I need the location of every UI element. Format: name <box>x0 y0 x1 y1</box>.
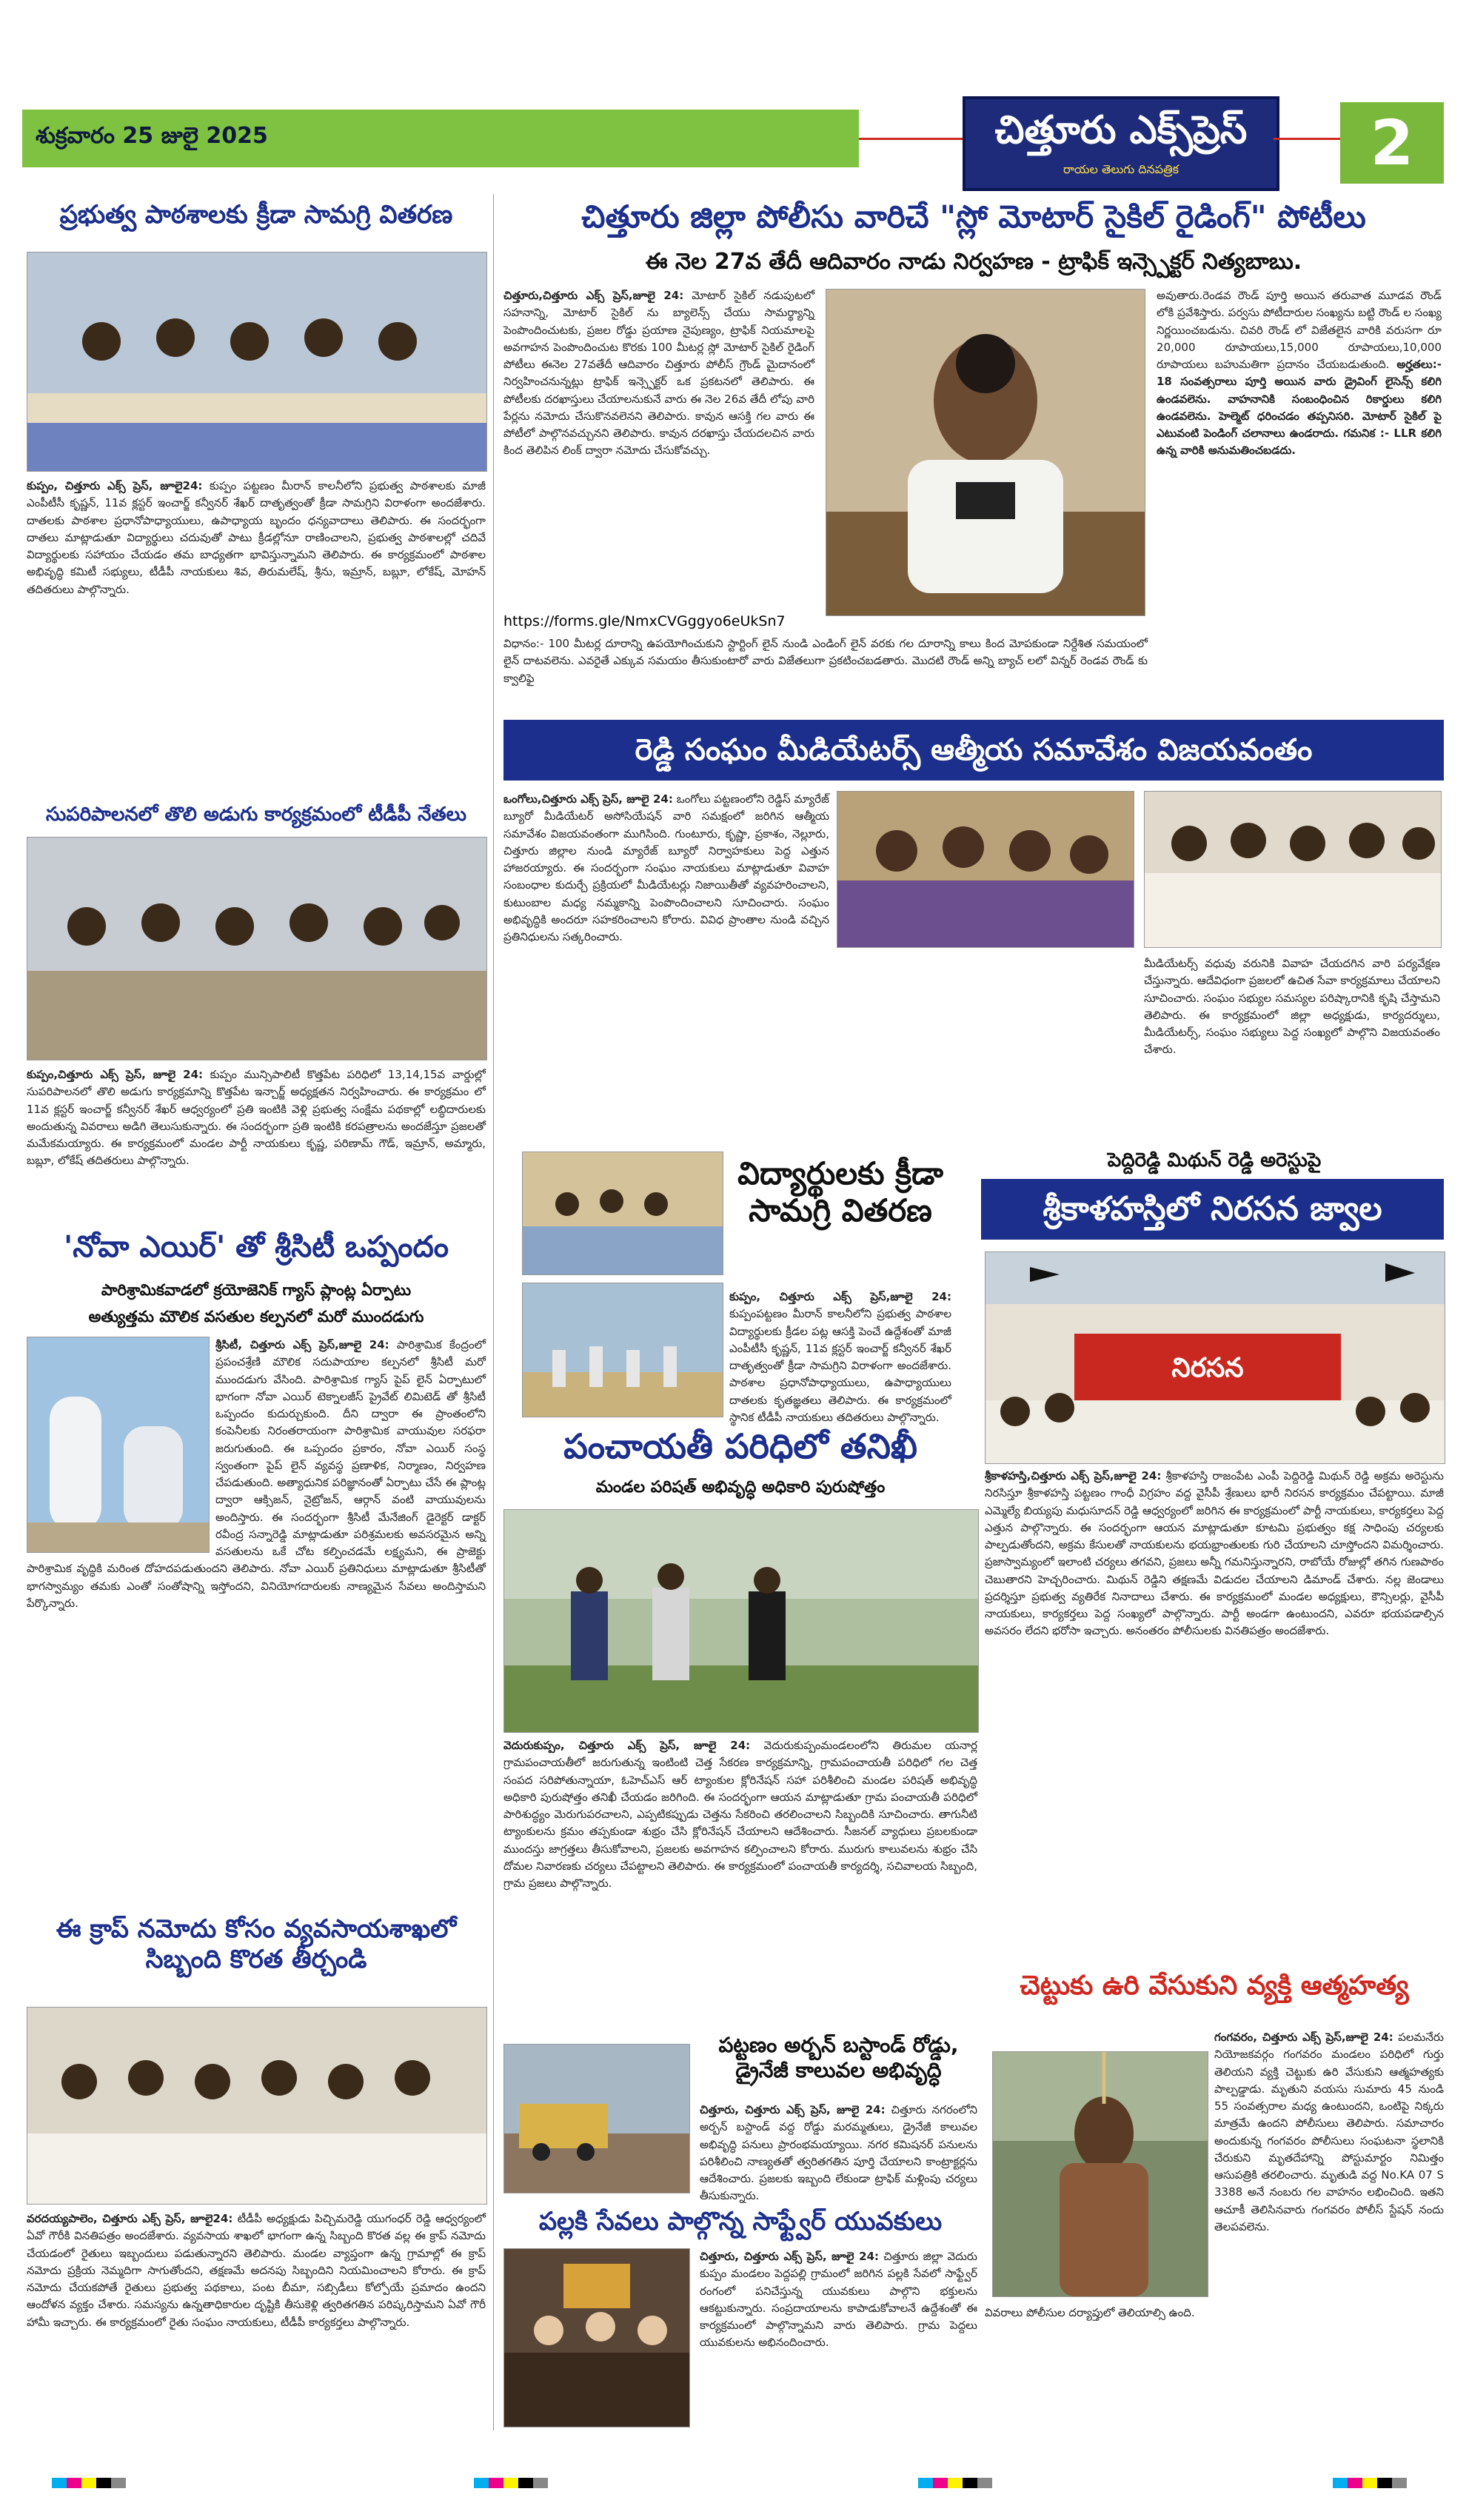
main-story-body-right <box>1157 287 1442 702</box>
registration-mark-center-2 <box>918 2477 1007 2487</box>
sports-dateline: కుప్పం, చిత్తూరు ఎక్స్ ప్రెస్,జూలై 24: <box>729 1290 951 1303</box>
main-rules: విధానం:- 100 మీటర్ల దూరాన్ని ఉపయోగించుకుని స్టార్టింగ్ లైన్ నుండి ఎండింగ్ లైన్ వరకు గల దూరాన్ని కాలు కింద మోపకుండా నిర్దేశిత సమయంలో లైన్ దాటవలెను. ఎవరైతే ఎక్కువ సమయం తీసుకుంటారో వారు విజేతలుగా ప్రకటించబడతారు. మొదటి రౌండ్ అన్ని బ్యాచ్ లలో విన్నర్ రెండవ రౌండ్ కు క్వాలిఫై <box>503 637 1148 685</box>
protest-body <box>985 1468 1444 1742</box>
protest-dateline: శ్రీకాళహస్తి,చిత్తూరు ఎక్స్ ప్రెస్,జూలై 24: <box>985 1469 1162 1483</box>
registration-mark-right <box>1333 2477 1422 2487</box>
reddy-dateline: ఒంగోలు,చిత్తూరు ఎక్స్ ప్రెస్, జూలై 24: <box>503 792 673 806</box>
sports-photo-2 <box>522 1283 723 1417</box>
column-divider <box>493 194 494 2430</box>
reddy-photo-2 <box>1144 791 1442 948</box>
suicide-body <box>1214 2029 1444 2296</box>
left-story1-dateline: కుప్పం, చిత్తూరు ఎక్స్ ప్రెస్, జూలై24: <box>27 479 203 492</box>
reddy-headline: రెడ్డి సంఘం మీడియేటర్స్ ఆత్మీయ సమావేశం విజయవంతం <box>635 733 1313 767</box>
bus-body-text: చిత్తూరు నగరంలోని అర్బన్ బస్టాండ్ వద్ద రోడ్డు మరమ్మతులు, డ్రైనేజీ కాలువల అభివృద్ధి పనులు ప్రారంభమయ్యాయి. నగర కమిషనర్ పనులను పరిశీలించి నాణ్యతతో త్వరితగతిన పూర్తి చేయాలని కాంట్రాక్టర్లను ఆదేశించారు. ప్రజలకు ఇబ్బంది లేకుండా ట్రాఫిక్ మళ్లింపు చర్యలు తీసుకున్నారు. <box>700 2103 977 2203</box>
panchayat-headline: పంచాయతీ పరిధిలో తనిఖీ <box>563 1426 917 1466</box>
reddy-body-right-col: మీడియేటర్స్ వధువు వరునికి వివాహ చేయదగిన వారి పర్యవేక్షణ చేస్తున్నారు. ఆదేవిధంగా ప్రజలలో ఉచిత సేవా కార్యక్రమాలు చేయాలని సూచించారు. సంఘం సభ్యుల సమస్యల పరిష్కారానికి కృషి చేస్తామని తెలిపారు. ఈ కార్యక్రమంలో జిల్లా అధ్యక్షుడు, కార్యదర్శులు, మీడియేటర్స్, సంఘం సభ్యులు పెద్ద సంఖ్యలో పాల్గొని విజయవంతం చేశారు. <box>1144 957 1440 1057</box>
left-story3-dateline: శ్రీసిటీ, చిత్తూరు ఎక్స్ ప్రెస్,జూలై 24: <box>215 1338 389 1351</box>
left-story1-headline: ప్రభుత్వ పాఠశాలకు క్రీడా సామగ్రి వితరణ <box>59 200 453 230</box>
left-story4-dateline: వరదయ్యపాలెం, చిత్తూరు ఎక్స్ ప్రెస్, జూలై24: <box>27 2212 233 2225</box>
header-red-line <box>859 138 963 140</box>
traffic-inspector-photo <box>826 289 1145 616</box>
main-eligibility: అర్హతలు:- 18 సంవత్సరాలు పూర్తి అయిన వారు డ్రైవింగ్ లైసెన్స్ కలిగి ఉండవలెను. వాహనానికి సంబంధించిన రికార్డులు కలిగి ఉండవలెను. హెల్మెట్ ధరించడం తప్పనిసరి. మోటార్ సైకిల్ పై ఎటువంటి పెండింగ్ చలానాలు ఉండరాదు. గమనిక :- LLR కలిగి ఉన్న వారికి అనుమతించబడదు. <box>1157 358 1442 458</box>
bus-dateline: చిత్తూరు, చిత్తూరు ఎక్స్ ప్రెస్, జూలై 24: <box>700 2103 886 2116</box>
suicide-dateline: గంగవరం, చిత్తూరు ఎక్స్ ప్రెస్,జూలై 24: <box>1214 2031 1393 2044</box>
registration-mark-center-1 <box>474 2477 563 2487</box>
software-body <box>700 2248 977 2426</box>
masthead-title: చిత్తూరు ఎక్స్‌ప్రెస్ <box>994 108 1248 153</box>
main-body-left: మోటార్ సైకిల్ నడుపుటలో సహనాన్ని, మోటార్ సైకిల్ ను బ్యాలెన్స్ చేయు సామర్థ్యాన్ని పెంపొందించుటకు, ప్రజల రోడ్డు ప్రయాణ నైపుణ్యం, ట్రాఫిక్ నియమాలపై అవగాహన పెంపొందించుట కొరకు 100 మీటర్ల స్లో మోటార్ సైకిల్ రైడింగ్ పోటీలు ఈనెల 27వతేదీ ఆదివారం చిత్తూరు పోలీస్ గ్రౌండ్ మైదానంలో నిర్వహించనున్నట్లు ట్రాఫిక్ ఇన్స్పెక్టర్ ఒక ప్రకటనలో తెలిపారు. ఈ పోటీలకు దరఖాస్తులు చేయాలనుకునే వారు ఈ నెల 26వ తేదీ లోపు వారి పేర్లను నమోదు చేసుకొనవలెనని తెలిపారు. కావున ఆసక్తి గల వారు ఈ పోటీలో పాల్గొనవచ్చునని తెలిపారు. కావున దరఖాస్తు చేయదలచిన వారు కింద తెలిపిన లింక్ ద్వారా నమోదు చేసుకోవచ్చు. <box>503 289 814 458</box>
reddy-headline-box <box>503 720 1444 781</box>
sports-photo <box>522 1152 723 1275</box>
left-story4-body <box>27 2210 486 2425</box>
main-body-right: అవుతారు.రెండవ రౌండ్ పూర్తి అయిన తరువాత మూడవ రౌండ్ లోకి ప్రవేశిస్తారు. పర్వసు పోటీదారుల సంఖ్యను బట్టి రౌండ్ ల సంఖ్య నిర్ణయించబడును. చివరి రౌండ్ లో విజేతలైన వారికి వరుసగా రూ 20,000 రూపాయలు,15,000 రూపాయలు,10,000 రూపాయలు బహుమతిగా ప్రదానం చేయబడుతుంది. <box>1157 289 1442 371</box>
left-story2-photo <box>27 837 487 1060</box>
left-story2-body <box>27 1066 486 1214</box>
sports-body-text: కుప్పంపట్టణం మీరాన్ కాలనీలోని ప్రభుత్వ పాఠశాల విద్యార్థులకు క్రీడల పట్ల ఆసక్తి పెంచే ఉద్దేశంతో మాజీ ఎంపీటీసీ కృష్ణన్, 11వ క్లస్టర్ ఇంచార్జ్ కన్వీనర్ శేఖర్ దాతృత్వంతో క్రీడా సామగ్రిని విరాళంగా అందజేశారు. పాఠశాల ప్రధానోపాధ్యాయులు, ఉపాధ్యాయులు దాతలకు కృతజ్ఞతలు తెలిపారు. ఈ కార్యక్రమంలో స్థానిక టీడీపీ నాయకులు తదితరులు పాల్గొన్నారు. <box>729 1307 951 1424</box>
left-story1-body <box>27 478 486 796</box>
reddy-body-text: ఒంగోలు పట్టణంలోని రెడ్డిస్ మ్యారేజ్ బ్యూరో మీడియేటర్ అసోసియేషన్ వారి సమక్షంలో జరిగిన ఆత్మీయ సమావేశం విజయవంతంగా ముగిసింది. గుంటూరు, కృష్ణా, ప్రకాశం, నెల్లూరు, చిత్తూరు జిల్లాల నుండి మ్యారేజ్ బ్యూరో నిర్వాహకులు పెద్ద ఎత్తున హాజరయ్యారు. ఈ సందర్భంగా సంఘం నాయకులు మాట్లాడుతూ వివాహ సంబంధాల కుదుర్చే ప్రక్రియలో మీడియేటర్లు నిజాయితీతో వ్యవహరించాలని, కుటుంబాల మధ్య నమ్మకాన్ని పెంపొందించాలని సూచించారు. సంఘం అభివృద్ధికి అందరూ సహకరించాలని కోరారు. వివిధ ప్రాంతాల నుండి వచ్చిన ప్రతినిధులను సత్కరించారు. <box>503 792 829 943</box>
left-story3-sub1: పారిశ్రామికవాడలో క్రయోజెనిక్ గ్యాస్ ప్లాంట్ల ఏర్పాటు <box>101 1281 412 1299</box>
main-headline: చిత్తూరు జిల్లా పోలీసు వారిచే "స్లో మోటార్ సైకిల్ రైడింగ్" పోటీలు <box>581 198 1366 235</box>
page-number-text: 2 <box>1370 107 1414 179</box>
left-story2-body-text: కుప్పం మున్సిపాలిటీ కొత్తపేట పరిధిలో 13,14,15వ వార్డుల్లో సుపరిపాలనలో తొలి అడుగు కార్యక్రమాన్ని కొత్తపేట ఇన్చార్జ్ అధ్యక్షతన నిర్వహించారు. ఈ కార్యక్రమం లో 11వ క్లస్టర్ ఇంచార్జ్ కన్వీనర్ శేఖర్ ఆధ్వర్యంలో ప్రతి ఇంటికి వెళ్లి ప్రభుత్వ సంక్షేమ పథకాల్లో లబ్ధిదారులకు అందుతున్న వివరాలు అడిగి తెలుసుకున్నారు. ఈ సందర్భంగా ప్రతి ఇంటికి కరపత్రాలను అందజేస్తూ ప్రజలతో మమేకమయ్యారు. ఈ కార్యక్రమంలో మండల పార్టీ నాయకులు కృష్ణ, పరిణామ్ గౌడ్, ఇమ్రాన్, అమ్మారు, బబ్లూ, లోకేష్ తదితరులు పాల్గొన్నారు. <box>27 1068 486 1168</box>
left-story3-body-text: పారిశ్రామిక కేంద్రంలో ప్రపంచశ్రేణి మౌలిక సదుపాయాల కల్పనలో శ్రీసిటీ మరో ముందడుగు వేసింది. పారిశ్రామిక గ్యాస్ పైప్ లైన్ ఏర్పాటులో భాగంగా నోవా ఎయిర్ టెక్నాలజీస్ ప్రైవేట్ లిమిటెడ్ తో శ్రీసిటీ ఒప్పందం కుదుర్చుకుంది. దీని ద్వారా ఈ ప్రాంతంలోని కంపెనీలకు నిరంతరాయంగా పారిశ్రామిక వాయువుల సరఫరా జరుగుతుంది. ఈ ఒప్పందం ప్రకారం, నోవా ఎయిర్ సంస్థ స్వంతంగా పైప్ లైన్ వ్యవస్థ ప్రణాళిక, నిర్మాణం, నిర్వహణ చేపడుతుంది. అత్యాధునిక పరిజ్ఞానంతో ఏర్పాటు చేసే ఈ ప్లాంట్ల ద్వారా ఆక్సిజన్, నైట్రోజన్, ఆర్గాన్ వంటి వాయువులను అందిస్తారు. ఈ సందర్భంగా శ్రీసిటీ మేనేజింగ్ డైరెక్టర్ డాక్టర్ రవీంద్ర సన్నారెడ్డి మాట్లాడుతూ పరిశ్రమలకు అవసరమైన అన్ని వసతులను ఒకే చోట కల్పించడమే లక్ష్యమని, ఈ ప్రాజెక్టు పారిశ్రామిక వృద్ధికి మరింత దోహదపడుతుందని తెలిపారు. నోవా ఎయిర్ ప్రతినిధులు మాట్లాడుతూ శ్రీసిటీతో భాగస్వామ్యం తమకు ఎంతో సంతోషాన్ని ఇస్తోందని, వినియోగదారులకు నాణ్యమైన సేవలు అందిస్తామని పేర్కొన్నారు. <box>27 1338 486 1610</box>
main-dateline: చిత్తూరు,చిత్తూరు ఎక్స్ ప్రెస్,జూలై 24: <box>503 289 684 302</box>
panchayat-subhead: మండల పరిషత్ అభివృద్ధి అధికారి పురుషోత్తం <box>595 1478 886 1497</box>
software-photo <box>503 2248 690 2427</box>
left-story1-body-text: కుప్పం పట్టణం మీరాన్ కాలనీలోని ప్రభుత్వ పాఠశాలకు మాజీ ఎంపీటీసీ కృష్ణన్, 11వ క్లస్టర్ ఇంచార్జ్ కన్వీనర్ శేఖర్ దాతృత్వంతో క్రీడా సామగ్రిని విరాళంగా అందజేశారు. దాతలకు పాఠశాల ప్రధానోపాధ్యాయులు, ఉపాధ్యాయ బృందం ధన్యవాదాలు తెలిపారు. ఈ సందర్భంగా దాతలు మాట్లాడుతూ విద్యార్థులు చదువుతో పాటు క్రీడల్లోనూ రాణించాలని, ప్రభుత్వ పాఠశాలల్లో చదివే విద్యార్థులకు సహాయం చేయడం తమ బాధ్యతగా భావిస్తున్నామని తెలిపారు. ఈ కార్యక్రమంలో పాఠశాల అభివృద్ధి కమిటీ సభ్యులు, టీడీపీ నాయకులు శివ, తిరుమలేష్, శ్రీను, ఇమ్రాన్, బబ్లూ, లోకేష్, మోహన్ తదితరులు పాల్గొన్నారు. <box>27 479 486 596</box>
main-story-body-left <box>503 287 814 612</box>
bus-headline: పట్టణం అర్బన్ బస్టాండ్ రోడ్డు, డ్రైనేజీ కాలువల అభివృద్ధి <box>718 2033 959 2082</box>
protest-headline: శ్రీకాళహస్తిలో నిరసన జ్వాల <box>1043 1190 1382 1228</box>
software-body-text: చిత్తూరు జిల్లా వెదురు కుప్పం మండలం పెద్దపల్లి గ్రామంలో జరిగిన పల్లకి సేవలో సాఫ్ట్వేర్ రంగంలో పనిచేస్తున్న యువకులు పాల్గొని భక్తులను ఆకట్టుకున్నారు. సంప్రదాయాలను కాపాడుకోవాలనే ఉద్దేశంతో ఈ కార్యక్రమంలో పాల్గొన్నామని వారు తెలిపారు. గ్రామ పెద్దలు యువకులను అభినందించారు. <box>700 2250 977 2350</box>
left-story4-photo <box>27 2007 487 2205</box>
page-number <box>1340 102 1444 184</box>
reddy-body <box>503 791 829 1109</box>
suicide-footer: వివరాలు పోలీసుల దర్యాప్తులో తెలియాల్సి ఉంది. <box>985 2306 1195 2319</box>
panchayat-photo <box>503 1509 979 1733</box>
left-story4-body-text: టీడీపీ అధ్యక్షుడు పిచ్చిమరెడ్డి యుగంధర్ రెడ్డి ఆధ్వర్యంలో ఏవో గౌరీకి వినతిపత్రం అందజేశారు. వ్యవసాయ శాఖలో భాగంగా ఉన్న సిబ్బంది కొరత వల్ల ఈ క్రాప్ నమోదు చేయడంలో రైతులు ఇబ్బందులు పడుతున్నారని తెలిపారు. మండల వ్యాప్తంగా ఉన్న గ్రామాల్లో ఈ క్రాప్ నమోదు ప్రక్రియ నెమ్మదిగా సాగుతోందని, తక్షణమే అదనపు సిబ్బందిని నియమించాలని కోరారు. ఈ క్రాప్ నమోదు చేయకపోతే రైతులు ప్రభుత్వ పథకాలు, పంట బీమా, సబ్సిడీలు కోల్పోయే ప్రమాదం ఉందని ఆందోళన వ్యక్తం చేశారు. సమస్యను ఉన్నతాధికారుల దృష్టికి తీసుకెళ్లి త్వరితగతిన పరిష్కరిస్తామని ఏవో గౌరీ హామీ ఇచ్చారు. ఈ కార్యక్రమంలో రైతు సంఘం నాయకులు, టీడీపీ కార్యకర్తలు పాల్గొన్నారు. <box>27 2212 486 2329</box>
panchayat-dateline: వెదురుకుప్పం, చిత్తూరు ఎక్స్ ప్రెస్, జూలై 24: <box>503 1739 751 1752</box>
protest-kicker: పెద్దిరెడ్డి మిథున్ రెడ్డి అరెస్టుపై <box>1107 1149 1322 1172</box>
header-red-line-right <box>1274 138 1340 140</box>
main-subhead: ఈ నెల 27వ తేదీ ఆదివారం నాడు నిర్వహణ - ట్రాఫిక్ ఇన్స్పెక్టర్ నిత్యబాబు. <box>645 249 1302 275</box>
protest-headline-box <box>981 1179 1444 1240</box>
left-story1-photo <box>27 252 487 472</box>
sports-headline: విద్యార్థులకు క్రీడా సామగ్రి వితరణ <box>737 1155 943 1229</box>
protest-body-text: శ్రీకాళహస్తి రాజంపేట ఎంపీ పెద్దిరెడ్డి మిథున్ రెడ్డి అక్రమ అరెస్టును నిరసిస్తూ శ్రీకాళహస్తి పట్టణం గాంధీ విగ్రహం వద్ద వైసీపీ శ్రేణులు భారీ నిరసన కార్యక్రమం చేపట్టాయి. మాజీ ఎమ్మెల్యే బియ్యపు మధుసూదన్ రెడ్డి ఆధ్వర్యంలో జరిగిన ఈ కార్యక్రమంలో పార్టీ నాయకులు, కార్యకర్తలు పెద్ద ఎత్తున పాల్గొన్నారు. ఈ సందర్భంగా ఆయన మాట్లాడుతూ కూటమి ప్రభుత్వం కక్ష సాధింపు చర్యలకు పాల్పడుతోందని, అక్రమ కేసులతో నాయకులను భయభ్రాంతులకు గురి చేయాలని చూస్తోందని విమర్శించారు. ప్రజాస్వామ్యంలో ఇలాంటి చర్యలు తగవని, ప్రజలు అన్నీ గమనిస్తున్నారని, రాబోయే రోజుల్లో తగిన గుణపాఠం చెబుతారని హెచ్చరించారు. మిథున్ రెడ్డిని తక్షణమే విడుదల చేయాలని డిమాండ్ చేశారు. నల్ల జెండాలు ప్రదర్శిస్తూ ప్రభుత్వ వ్యతిరేక నినాదాలు చేశారు. ఈ కార్యక్రమంలో మండల అధ్యక్షులు, కౌన్సిలర్లు, వైసీపీ నాయకులు, కార్యకర్తలు పెద్ద సంఖ్యలో పాల్గొన్నారు. పార్టీ అండగా ఉంటుందని, ఎవరూ భయపడాల్సిన అవసరం లేదని భరోసా ఇచ్చారు. అనంతరం పోలీసులకు వినతిపత్రం అందజేశారు. <box>985 1469 1445 1638</box>
panchayat-body <box>503 1737 977 2013</box>
sports-body <box>729 1289 951 1424</box>
protest-photo <box>985 1251 1445 1464</box>
protest-banner-text: నిరసన <box>1171 1353 1244 1383</box>
suicide-headline: చెట్టుకు ఉరి వేసుకుని వ్యక్తి ఆత్మహత్య <box>1020 1971 1409 2001</box>
masthead <box>963 96 1279 191</box>
registration-mark-left <box>52 2477 141 2487</box>
header-date: శుక్రవారం 25 జులై 2025 <box>36 123 268 149</box>
left-story3-body <box>27 1337 486 1888</box>
software-headline: పల్లకి సేవలు పాల్గొన్న సాఫ్ట్వేర్ యువకులు <box>538 2207 943 2236</box>
reddy-photo-1 <box>837 791 1134 948</box>
bus-photo <box>503 2044 690 2193</box>
bus-body <box>700 2102 977 2203</box>
left-story2-dateline: కుప్పం,చిత్తూరు ఎక్స్ ప్రెస్, జూలై 24: <box>27 1068 204 1081</box>
suicide-body-text: పలమనేరు నియోజకవర్గం గంగవరం మండలం పరిధిలో గుర్తు తెలియని వ్యక్తి చెట్టుకు ఉరి వేసుకుని ఆత్మహత్యకు పాల్పడ్డాడు. మృతుని వయసు సుమారు 45 నుండి 55 సంవత్సరాల మధ్య ఉంటుందని, ఒంటిపై నిక్కరు మాత్రమే ఉందని పోలీసులు తెలిపారు. సమాచారం అందుకున్న గంగవరం పోలీసులు సంఘటనా స్థలానికి చేరుకుని మృతదేహాన్ని పోస్టుమార్టం నిమిత్తం ఆసుపత్రికి తరలించారు. మృతుడి వద్ద No.KA 07 S 3388 అనే నంబరు గల వాహనం లభించింది. ఇతని ఆచూకీ తెలిసినవారు గంగవరం పోలీస్ స్టేషన్ నందు తెలపవలెను. <box>1214 2031 1444 2233</box>
panchayat-body-text: వెదురుకుప్పంమండలంలోని తిరుమల యనార్ల గ్రామపంచాయతీలో జరుగుతున్న ఇంటింటి చెత్త సేకరణ కార్యక్రమాన్ని, గ్రామపంచాయతీ పరిధిలో గల చెత్త సంపద సరిపోతున్నాయా, ఓహెచ్ఎస్ ఆర్ ట్యాంకుల క్లోరినేషన్ సహా పరిశీలించి మండల పరిషత్ అభివృద్ధి అధికారి పురుషోత్తం తనిఖీ చేయడం జరిగింది. ఈ సందర్భంగా ఆయన మాట్లాడుతూ గ్రామ పంచాయతీ పరిధిలో పారిశుద్ధ్యం మెరుగుపరచాలని, ఎప్పటికప్పుడు చెత్తను సేకరించి తరలించాలని సిబ్బందికి సూచించారు. తాగునీటి ట్యాంకులను క్రమం తప్పకుండా శుభ్రం చేసి క్లోరినేషన్ చేయాలని ఆదేశించారు. సీజనల్ వ్యాధులు ప్రబలకుండా ముందస్తు జాగ్రత్తలు తీసుకోవాలని, ప్రజలకు అవగాహన కల్పించాలని కోరారు. మురుగు కాలువలను శుభ్రం చేసి దోమల నివారణకు చర్యలు చేపట్టాలని తెలిపారు. ఈ కార్యక్రమంలో పంచాయతీ కార్యదర్శి, సచివాలయ సిబ్బంది, గ్రామ ప్రజలు పాల్గొన్నారు. <box>503 1739 977 1890</box>
left-story4-headline: ఈ క్రాప్ నమోదు కోసం వ్యవసాయశాఖలో సిబ్బంది కొరత తీర్చండి <box>56 1914 457 1974</box>
software-dateline: చిత్తూరు, చిత్తూరు ఎక్స్ ప్రెస్, జూలై 24: <box>700 2250 880 2263</box>
main-link[interactable]: https://forms.gle/NmxCVGggyo6eUkSn7 <box>503 613 786 629</box>
left-story1-subhead: సుపరిపాలనలో తొలి అడుగు కార్యక్రమంలో టీడీపీ నేతలు <box>46 803 466 826</box>
left-story3-sub2: అత్యుత్తమ మౌలిక వసతుల కల్పనలో మరో ముందడుగు <box>88 1308 424 1326</box>
left-story3-headline: 'నోవా ఎయిర్' తో శ్రీసిటీ ఒప్పందం <box>63 1230 449 1264</box>
masthead-tagline: రాయల తెలుగు దినపత్రిక <box>1063 162 1179 176</box>
suicide-photo <box>992 2051 1208 2297</box>
